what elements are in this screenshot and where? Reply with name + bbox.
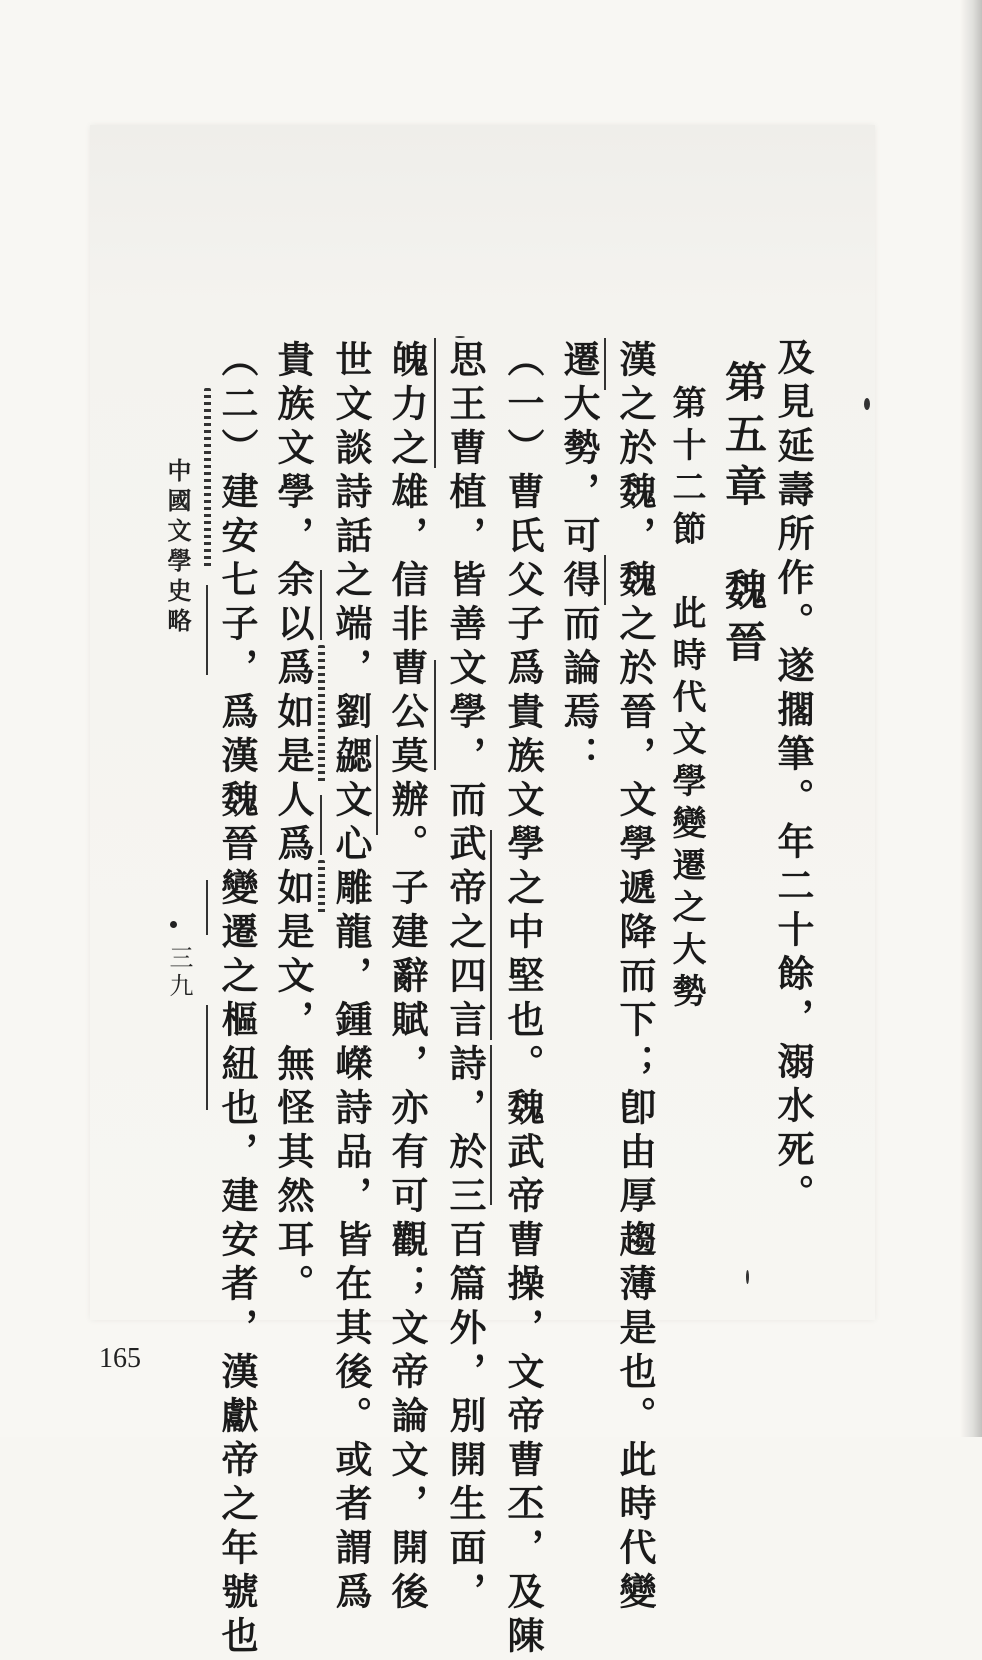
book-title-mark (204, 388, 211, 568)
ink-speck (455, 336, 465, 338)
book-title-mark (318, 860, 325, 915)
running-head: 中國文學史略 (163, 458, 192, 638)
text-column-9: 世文談詩話之端，劉勰文心雕龍，鍾嶸詩品，皆在其後。或者謂爲 (329, 340, 373, 1616)
proper-name-mark (490, 830, 492, 1040)
proper-name-mark (320, 795, 322, 855)
text-column-10: 貴族文學，余以爲如是人爲如是文，無怪其然耳。 (271, 340, 315, 1308)
proper-name-mark (604, 338, 606, 390)
text-column-8: 魄力之雄，信非曹公莫辦。子建辭賦，亦有可觀；文帝論文，開後 (385, 340, 429, 1616)
proper-name-mark (320, 570, 322, 640)
section-heading: 第十二節 此時代文學變遷之大勢 (666, 385, 706, 1015)
proper-name-mark (376, 735, 378, 835)
text-column-4: 遷大勢，可得而論焉： (557, 340, 601, 780)
proper-name-mark (434, 660, 436, 770)
book-title-mark (318, 645, 325, 785)
proper-name-mark (206, 1005, 208, 1110)
folio-bullet (170, 921, 177, 928)
proper-name-mark (206, 880, 208, 935)
proper-name-mark (206, 585, 208, 675)
ink-speck (746, 1270, 749, 1284)
text-column-7: 思王曹植，皆善文學，而武帝之四言詩，於三百篇外，別開生面， (443, 340, 487, 1616)
proper-name-mark (490, 1045, 492, 1205)
scan-page-number: 165 (99, 1343, 141, 1374)
ink-speck (864, 398, 870, 410)
text-column-6: （一）曹氏父子爲貴族文學之中堅也。魏武帝曹操，文帝曹丕，及陳 (501, 340, 545, 1660)
text-column-3: 漢之於魏，魏之於晉，文學遞降而下；卽由厚趨薄是也。此時代變 (613, 340, 657, 1616)
scan-shadow (960, 0, 982, 1437)
proper-name-mark (604, 555, 606, 605)
text-column-1: 及見延壽所作。遂擱筆。年二十餘，溺水死。 (771, 338, 815, 1218)
text-column-11: （二）建安七子，爲漢魏晉變遷之樞紐也，建安者，漢獻帝之年號也 (215, 340, 259, 1660)
proper-name-mark (434, 338, 436, 468)
chapter-heading: 第五章 魏晉 (719, 360, 768, 672)
folio-number: 三九 (165, 945, 193, 1001)
